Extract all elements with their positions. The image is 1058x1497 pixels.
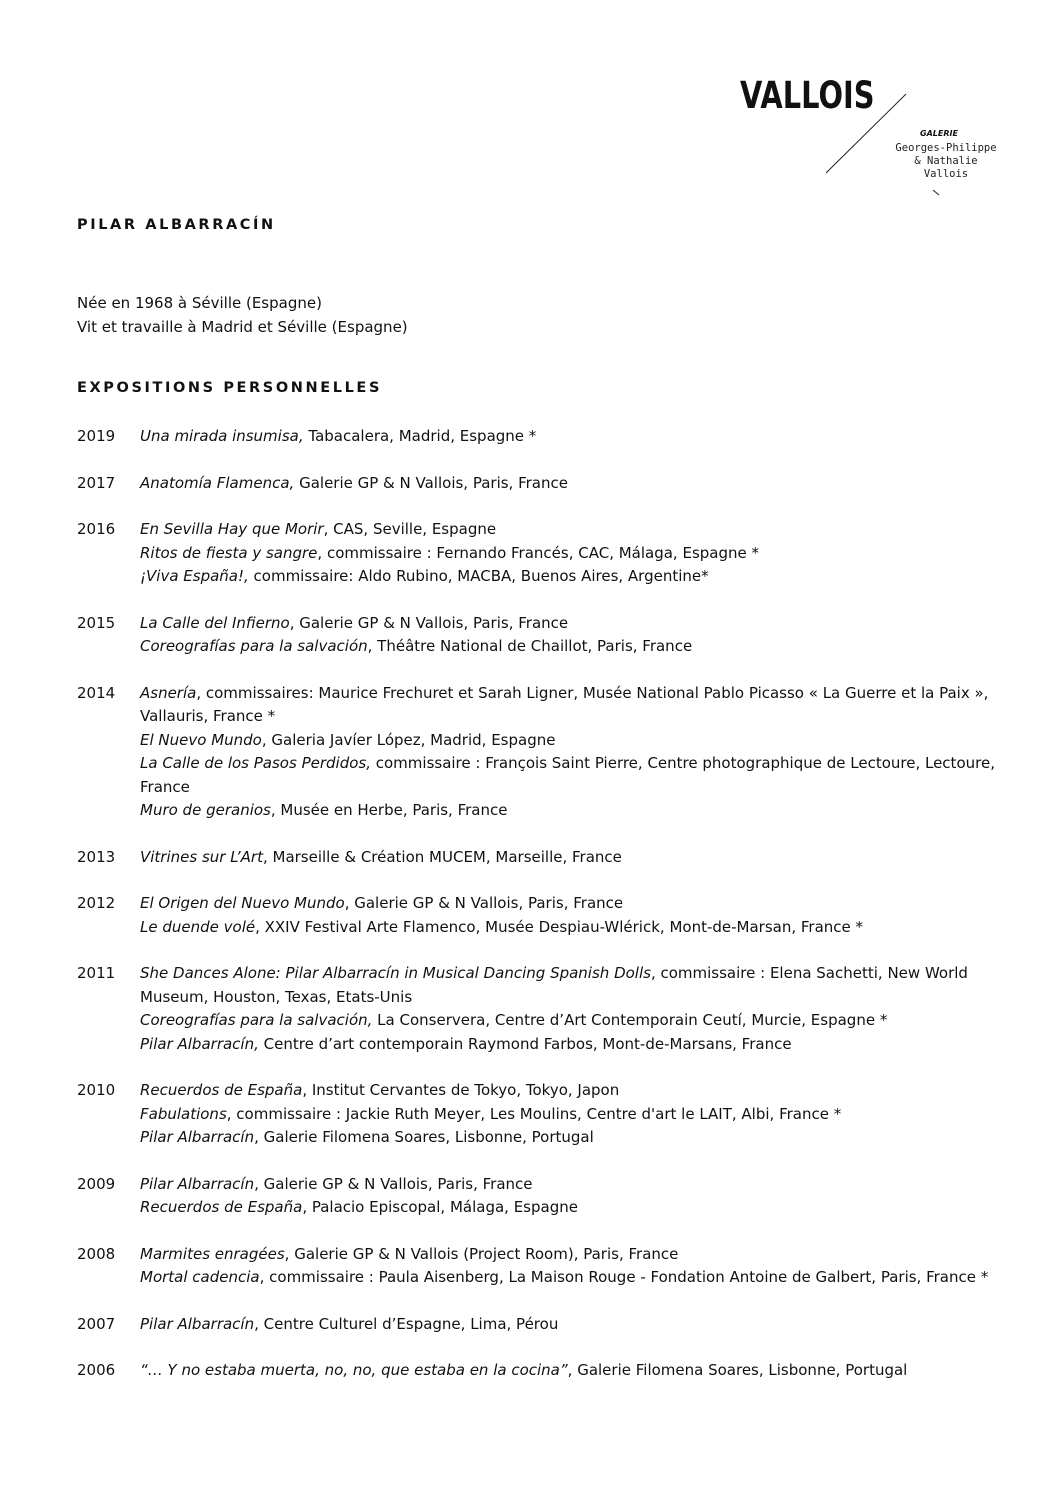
- exhibition-year: 2017: [77, 473, 116, 492]
- exhibition-title: She Dances Alone: Pilar Albarracín in Musical Dancing Spanish Dolls: [140, 964, 651, 982]
- exhibition-year: 2013: [77, 847, 116, 866]
- exhibition-details: , Institut Cervantes de Tokyo, Tokyo, Japon: [302, 1081, 620, 1099]
- exhibition-details: , Marseille & Création MUCEM, Marseille, France: [262, 847, 622, 866]
- exhibition-details: , commissaire : Paula Aisenberg, La Maison Rouge - Fondation Antoine de Galbert, Paris, France *: [259, 1268, 989, 1286]
- exhibition-entry: [140, 612, 1022, 636]
- exhibition-entry: [140, 682, 1022, 729]
- exhibition-year: 2012: [77, 894, 116, 912]
- exhibition-details: Tabacalera, Madrid, Espagne *: [303, 427, 537, 445]
- exhibition-entry: [140, 1196, 1022, 1220]
- exhibition-title: Pilar Albarracín: [140, 1174, 255, 1193]
- exhibition-entry: [140, 1313, 1022, 1337]
- exhibition-entries: [140, 892, 1022, 939]
- exhibition-year: 2006: [77, 1361, 116, 1379]
- exhibition-details: , Centre Culturel d’Espagne, Lima, Pérou: [254, 1314, 559, 1333]
- exhibition-year: 2008: [77, 1244, 116, 1263]
- exhibition-entries: [140, 962, 1022, 1056]
- year-block: [77, 518, 1022, 589]
- exhibition-entries: [140, 518, 1022, 589]
- exhibition-year: 2007: [77, 1314, 116, 1333]
- exhibition-title: ¡Viva España!,: [140, 567, 249, 585]
- exhibition-title: Pilar Albarracín,: [140, 1034, 259, 1053]
- exhibition-details: , Galeria Javíer López, Madrid, Espagne: [261, 730, 556, 749]
- exhibition-entry: [140, 752, 1022, 799]
- exhibition-details: La Conservera, Centre d’Art Contemporain Ceutí, Murcie, Espagne *: [372, 1011, 888, 1029]
- exhibition-entries: [140, 1173, 1022, 1220]
- exhibition-entry: [140, 1359, 1022, 1383]
- exhibition-details: , Galerie GP & N Vallois, Paris, France: [289, 613, 569, 632]
- exhibition-title: Muro de geranios: [140, 801, 271, 819]
- exhibition-entries: [140, 1359, 1022, 1383]
- exhibition-title: La Calle del Infierno: [140, 613, 290, 632]
- exhibition-details: Centre d’art contemporain Raymond Farbos, Mont-de-Marsans, France: [258, 1034, 792, 1053]
- exhibition-details: , Galerie Filomena Soares, Lisbonne, Portugal: [567, 1361, 908, 1379]
- exhibition-title: Coreografías para la salvación,: [140, 1011, 373, 1029]
- exhibition-entry: [140, 542, 1022, 566]
- gallery-logo: [740, 74, 1040, 204]
- exhibition-title: Vitrines sur L’Art: [140, 847, 263, 866]
- exhibition-title: El Nuevo Mundo: [140, 730, 262, 749]
- exhibition-entry: [140, 916, 1022, 940]
- exhibition-entry: [140, 1009, 1022, 1033]
- exhibition-title: “… Y no estaba muerta, no, no, que estaba en la cocina”: [140, 1361, 568, 1379]
- exhibition-details: , XXIV Festival Arte Flamenco, Musée Despiau-Wlérick, Mont-de-Marsan, France *: [255, 917, 864, 936]
- year-block: [77, 846, 1022, 870]
- exhibition-details: Galerie GP & N Vallois, Paris, France: [294, 473, 568, 492]
- year-block: [77, 892, 1022, 939]
- exhibition-entry: [140, 892, 1022, 916]
- exhibition-title: Anatomía Flamenca,: [140, 473, 295, 492]
- exhibition-title: La Calle de los Pasos Perdidos,: [140, 754, 371, 772]
- exhibition-entry: [140, 425, 1022, 449]
- bio-line: Vit et travaille à Madrid et Séville (Espagne): [77, 317, 408, 336]
- exhibition-entry: [140, 799, 1022, 823]
- exhibitions-list: [77, 425, 1022, 1406]
- exhibition-title: Fabulations: [140, 1104, 227, 1123]
- exhibition-entry: [140, 635, 1022, 659]
- exhibition-title: Mortal cadencia: [140, 1268, 260, 1286]
- year-block: [77, 962, 1022, 1056]
- exhibition-details: , Galerie Filomena Soares, Lisbonne, Portugal: [254, 1128, 594, 1146]
- exhibition-entries: [140, 472, 1022, 496]
- section-title: EXPOSITIONS PERSONNELLES: [77, 380, 382, 396]
- exhibition-entries: [140, 846, 1022, 870]
- year-block: [77, 612, 1022, 659]
- artist-bio: [77, 292, 408, 339]
- exhibition-entry: [140, 846, 1022, 870]
- exhibition-year: 2010: [77, 1081, 116, 1099]
- exhibition-entry: [140, 1243, 1022, 1267]
- exhibition-entry: [140, 565, 1022, 589]
- exhibition-details: , Musée en Herbe, Paris, France: [270, 801, 508, 819]
- exhibition-entry: [140, 962, 1022, 1009]
- exhibition-title: Coreografías para la salvación: [140, 637, 368, 655]
- exhibition-title: Ritos de fiesta y sangre: [140, 543, 318, 562]
- exhibition-title: En Sevilla Hay que Morir: [140, 520, 324, 538]
- exhibition-title: Pilar Albarracín: [140, 1128, 255, 1146]
- exhibition-entries: [140, 612, 1022, 659]
- exhibition-entry: [140, 1266, 1022, 1290]
- exhibition-entry: [140, 1079, 1022, 1103]
- exhibition-title: Le duende volé: [140, 917, 256, 936]
- exhibition-details: , CAS, Seville, Espagne: [323, 520, 497, 538]
- exhibition-details: , commissaires: Maurice Frechuret et Sarah Ligner, Musée National Pablo Picasso « La Guerre et la Paix », Vallauris, France *: [140, 683, 989, 725]
- logo-wordmark: VALLOIS: [740, 74, 875, 117]
- exhibition-entry: [140, 472, 1022, 496]
- exhibition-title: Una mirada insumisa,: [140, 427, 304, 445]
- exhibition-title: Pilar Albarracín: [140, 1314, 255, 1333]
- exhibition-entry: [140, 1033, 1022, 1057]
- exhibition-details: , commissaire : Elena Sachetti, New World Museum, Houston, Texas, Etats-Unis: [140, 964, 968, 1006]
- exhibition-entries: [140, 1313, 1022, 1337]
- exhibition-title: Asnería: [140, 683, 197, 702]
- exhibition-details: , Théâtre National de Chaillot, Paris, France: [367, 637, 693, 655]
- exhibition-entry: [140, 518, 1022, 542]
- exhibition-entry: [140, 1173, 1022, 1197]
- exhibition-details: , Galerie GP & N Vallois (Project Room), Paris, France: [284, 1244, 679, 1263]
- exhibition-title: Marmites enragées: [140, 1244, 285, 1263]
- exhibition-entries: [140, 425, 1022, 449]
- logo-diagonal-lines: [740, 74, 1040, 204]
- exhibition-title: Recuerdos de España: [140, 1081, 303, 1099]
- bio-line: Née en 1968 à Séville (Espagne): [77, 294, 322, 312]
- exhibition-entry: [140, 1126, 1022, 1150]
- year-block: [77, 682, 1022, 823]
- logo-name-line: Vallois: [923, 168, 969, 180]
- exhibition-entry: [140, 729, 1022, 753]
- exhibition-details: commissaire: Aldo Rubino, MACBA, Buenos Aires, Argentine*: [248, 567, 709, 585]
- exhibition-year: 2009: [77, 1174, 116, 1193]
- exhibition-entries: [140, 682, 1022, 823]
- exhibition-year: 2011: [77, 964, 116, 982]
- exhibition-details: , commissaire : Fernando Francés, CAC, Málaga, Espagne *: [317, 543, 759, 562]
- logo-names: [876, 142, 1016, 181]
- exhibition-details: , Galerie GP & N Vallois, Paris, France: [254, 1174, 533, 1193]
- year-block: [77, 472, 1022, 496]
- exhibition-entry: [140, 1103, 1022, 1127]
- exhibition-title: El Origen del Nuevo Mundo: [140, 894, 345, 912]
- year-block: [77, 1243, 1022, 1290]
- exhibition-entries: [140, 1243, 1022, 1290]
- exhibition-details: , Galerie GP & N Vallois, Paris, France: [344, 894, 624, 912]
- exhibition-year: 2019: [77, 427, 116, 445]
- exhibition-year: 2014: [77, 683, 116, 702]
- exhibition-title: Recuerdos de España: [140, 1198, 303, 1216]
- year-block: [77, 1173, 1022, 1220]
- year-block: [77, 1313, 1022, 1337]
- logo-galerie-label: GALERIE: [920, 129, 958, 138]
- exhibition-details: commissaire : François Saint Pierre, Centre photographique de Lectoure, Lectoure, France: [140, 754, 995, 796]
- exhibition-year: 2015: [77, 613, 116, 632]
- year-block: [77, 1079, 1022, 1150]
- exhibition-details: , Palacio Episcopal, Málaga, Espagne: [302, 1198, 578, 1216]
- exhibition-entries: [140, 1079, 1022, 1150]
- exhibition-year: 2016: [77, 520, 116, 538]
- year-block: [77, 425, 1022, 449]
- logo-name-line: Georges-Philippe: [895, 142, 997, 154]
- exhibition-details: , commissaire : Jackie Ruth Meyer, Les Moulins, Centre d'art le LAIT, Albi, France *: [226, 1104, 842, 1123]
- artist-name: PILAR ALBARRACÍN: [77, 217, 276, 233]
- logo-name-line: & Nathalie: [914, 155, 978, 167]
- year-block: [77, 1359, 1022, 1383]
